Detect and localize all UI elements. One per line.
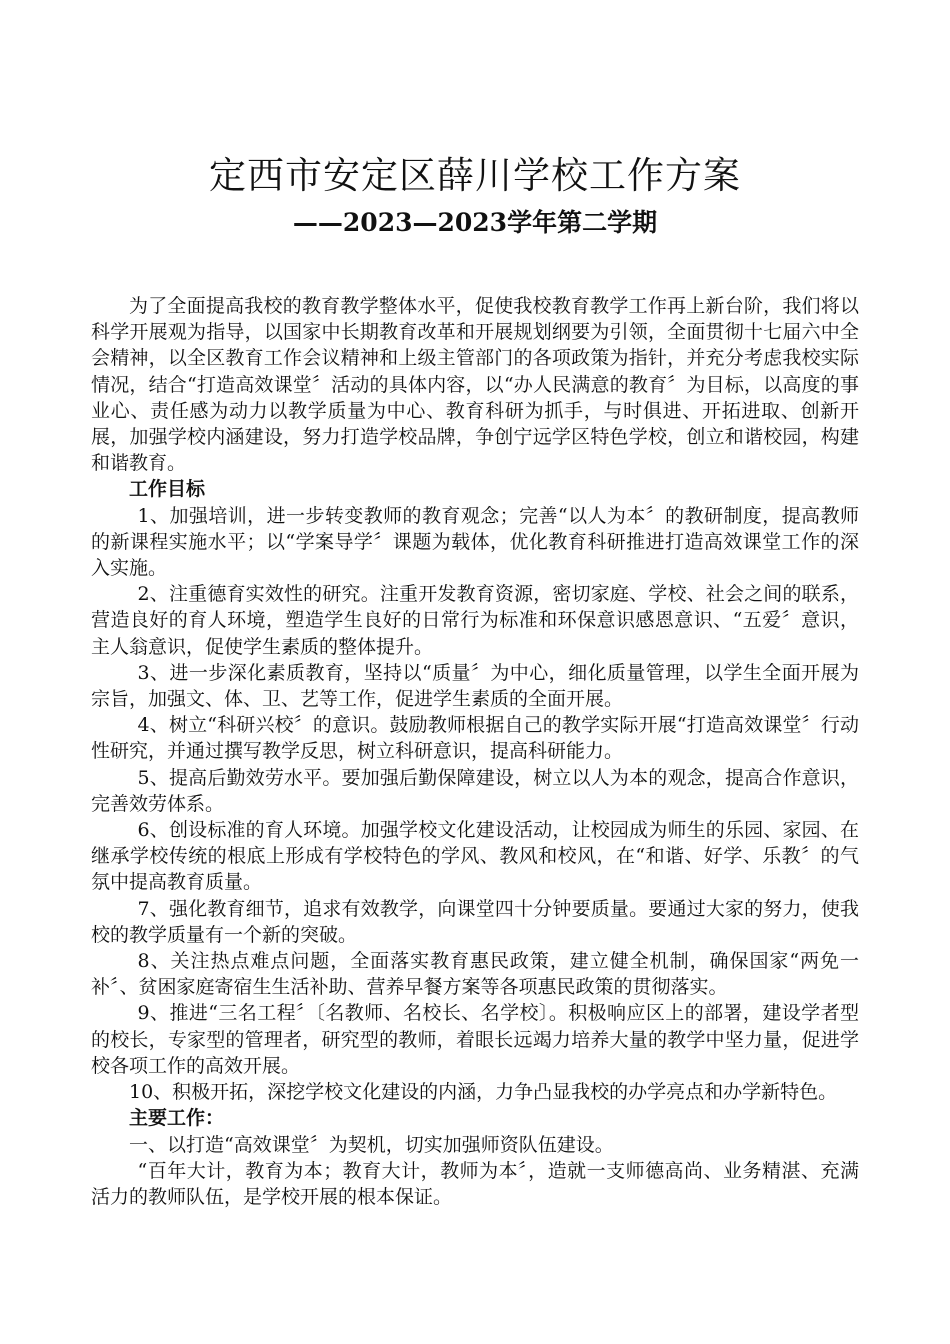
goal-item: 1、加强培训，进一步转变教师的教育观念；完善“以人为本〞的教研制度，提高教师的新课程实施水平；以“学案导学〞课题为载体，优化教育科研推进打造高效课堂工作的深入实施。 xyxy=(91,504,859,580)
goal-item: 7、强化教育细节，追求有效教学，向课堂四十分钟要质量。要通过大家的努力，使我校的教学质量有一个新的突破。 xyxy=(91,897,859,946)
goals-heading: 工作目标 xyxy=(129,478,206,501)
goal-item: 4、树立“科研兴校〞的意识。鼓励教师根据自己的教学实际开展“打造高效课堂〞行动性研究，并通过撰写教学反思，树立科研意识，提高科研能力。 xyxy=(91,714,859,763)
document-body xyxy=(91,293,859,1210)
document-subtitle: ——2023—2023学年第二学期 xyxy=(292,208,658,237)
main-work-heading: 主要工作： xyxy=(129,1107,225,1130)
intro-paragraph: 为了全面提高我校的教育教学整体水平，促使我校教育教学工作再上新台阶，我们将以科学开展观为指导，以国家中长期教育改革和开展规划纲要为引领，全面贯彻十七届六中全会精神，以全区教育工作会议精神和上级主管部门的各项政策为指针，并充分考虑我校实际情况，结合“打造高效课堂〞活动的具体内容，以“办人民满意的教育〞为目标，以高度的事业心、责任感为动力以教学质量为中心、教育科研为抓手，与时俱进、开拓进取、创新开展，加强学校内涵建设，努力打造学校品牌，争创宁远学区特色学校，创立和谐校园，构建和谐教育。 xyxy=(91,295,859,475)
goal-item: 3、进一步深化素质教育，坚持以“质量〞为中心，细化质量管理，以学生全面开展为宗旨，加强文、体、卫、艺等工作，促进学生素质的全面开展。 xyxy=(91,661,859,711)
goal-item: 10、积极开拓，深挖学校文化建设的内涵，力争凸显我校的办学亮点和办学新特色。 xyxy=(129,1081,838,1104)
main-work-item: 一、以打造“高效课堂〞为契机，切实加强师资队伍建设。 xyxy=(129,1133,614,1156)
goal-item: 6、创设标准的育人环境。加强学校文化建设活动，让校园成为师生的乐园、家园、在继承学校传统的根底上形成有学校特色的学风、教风和校风，在“和谐、好学、乐教〞的气氛中提高教育质量。 xyxy=(91,819,859,894)
document-title: 定西市安定区薛川学校工作方案 xyxy=(209,154,741,197)
main-work-item: “百年大计，教育为本；教育大计，教师为本〞，造就一支师德高尚、业务精湛、充满活力的教师队伍，是学校开展的根本保证。 xyxy=(91,1159,859,1208)
goal-item: 8、关注热点难点问题，全面落实教育惠民政策，建立健全机制，确保国家“两免一补〞、贫困家庭寄宿生生活补助、营养早餐方案等各项惠民政策的贯彻落实。 xyxy=(91,950,859,999)
goal-item: 5、提高后勤效劳水平。要加强后勤保障建设，树立以人为本的观念，提高合作意识，完善效劳体系。 xyxy=(91,766,859,815)
goal-item: 2、注重德育实效性的研究。注重开发教育资源，密切家庭、学校、社会之间的联系，营造良好的育人环境，塑造学生良好的日常行为标准和环保意识感恩意识、“五爱〞意识，主人翁意识，促使学生素质的整体提升。 xyxy=(91,583,859,658)
goal-item: 9、推进“三名工程〞〔名教师、名校长、名学校〕。积极响应区上的部署，建设学者型的校长，专家型的管理者，研究型的教师，着眼长远竭力培养大量的教学中坚力量，促进学校各项工作的高效开展。 xyxy=(91,1002,859,1077)
